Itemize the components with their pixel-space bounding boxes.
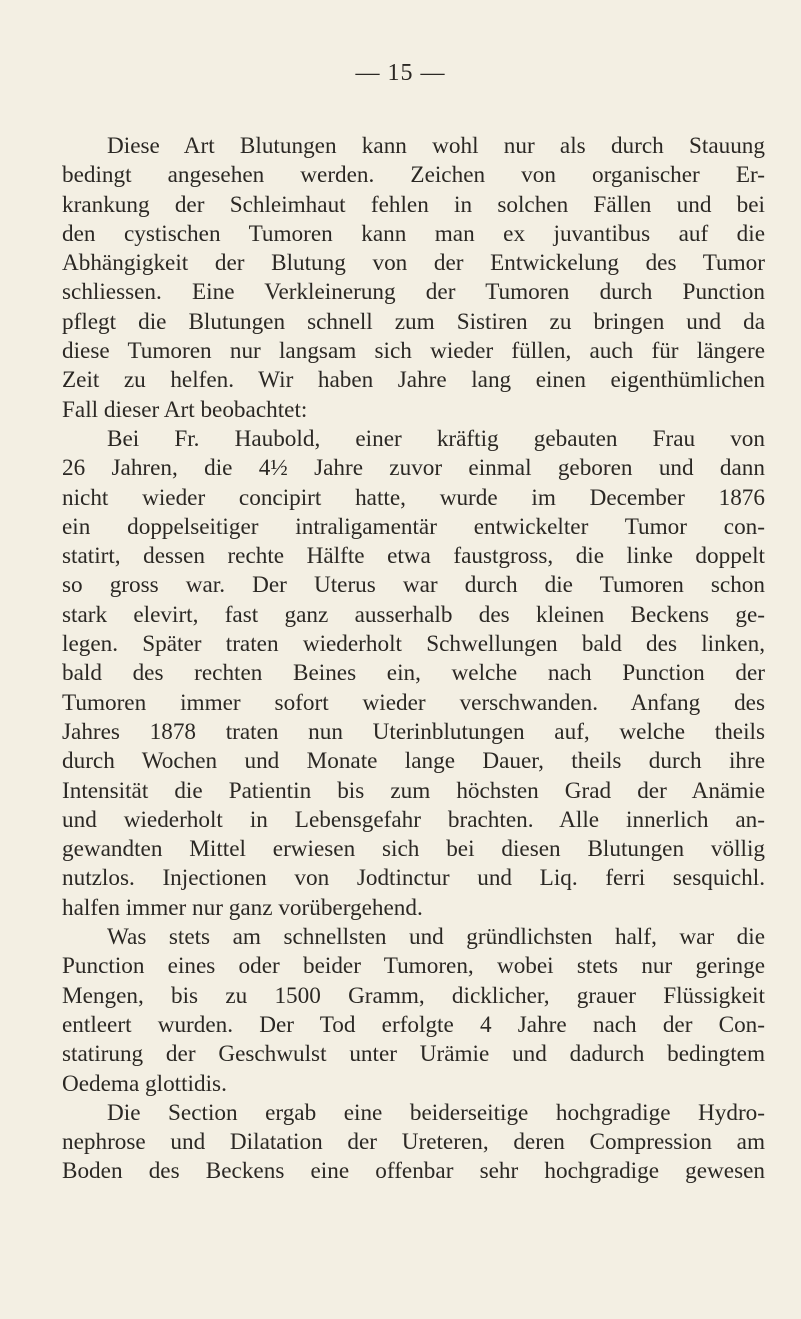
text-line: ein doppelseitiger intraligamentär entwickelter Tumor con- [62, 513, 765, 540]
text-line: Oedema glottidis. [62, 1070, 227, 1097]
text-line: bedingt angesehen werden. Zeichen von organischer Er- [62, 162, 765, 189]
body-text [62, 132, 765, 1187]
page-number: — 15 — [355, 60, 446, 86]
text-line: so gross war. Der Uterus war durch die Tumoren schon [62, 572, 765, 599]
text-line: Was stets am schnellsten und gründlichsten half, war die [107, 924, 765, 951]
text-line: Fall dieser Art beobachtet: [62, 396, 308, 423]
text-line: statirung der Geschwulst unter Urämie und dadurch bedingtem [62, 1041, 765, 1068]
text-line: durch Wochen und Monate lange Dauer, theils durch ihre [62, 748, 765, 775]
text-line: Diese Art Blutungen kann wohl nur als durch Stauung [107, 133, 765, 159]
text-line: nephrose und Dilatation der Ureteren, deren Compression am [62, 1129, 765, 1156]
text-line: schliessen. Eine Verkleinerung der Tumoren durch Punction [62, 279, 765, 306]
text-line: Jahres 1878 traten nun Uterinblutungen auf, welche theils [62, 718, 765, 745]
text-line: stark elevirt, fast ganz ausserhalb des kleinen Beckens ge- [62, 601, 765, 628]
text-line: bald des rechten Beines ein, welche nach Punction der [62, 660, 765, 687]
text-line: statirt, dessen rechte Hälfte etwa faustgross, die linke doppelt [62, 543, 765, 570]
text-line: Die Section ergab eine beiderseitige hochgradige Hydro- [107, 1099, 765, 1126]
text-line: halfen immer nur ganz vorübergehend. [62, 894, 423, 921]
text-line: nicht wieder concipirt hatte, wurde im December 1876 [62, 484, 765, 511]
text-line: und wiederholt in Lebensgefahr brachten. Alle innerlich an- [62, 806, 765, 833]
text-line: Zeit zu helfen. Wir haben Jahre lang einen eigenthümlichen [62, 367, 765, 394]
text-line: Mengen, bis zu 1500 Gramm, dicklicher, grauer Flüssigkeit [62, 982, 765, 1009]
text-line: Boden des Beckens eine offenbar sehr hochgradige gewesen [62, 1158, 765, 1185]
text-line: entleert wurden. Der Tod erfolgte 4 Jahre nach der Con- [62, 1011, 765, 1038]
text-line: nutzlos. Injectionen von Jodtinctur und Liq. ferri sesquichl. [62, 865, 765, 892]
text-line: Bei Fr. Haubold, einer kräftig gebauten Frau von [107, 425, 765, 452]
text-line: pflegt die Blutungen schnell zum Sistiren zu bringen und da [62, 308, 765, 335]
text-line: Tumoren immer sofort wieder verschwanden. Anfang des [62, 689, 765, 716]
text-line: krankung der Schleimhaut fehlen in solchen Fällen und bei [62, 191, 765, 218]
text-line: Intensität die Patientin bis zum höchsten Grad der Anämie [62, 777, 765, 804]
text-line: 26 Jahren, die 4½ Jahre zuvor einmal geboren und dann [62, 455, 765, 482]
text-line: den cystischen Tumoren kann man ex juvantibus auf die [62, 220, 765, 247]
text-line: Abhängigkeit der Blutung von der Entwickelung des Tumor [62, 250, 765, 277]
text-line: Punction eines oder beider Tumoren, wobei stets nur geringe [62, 953, 765, 980]
text-line: gewandten Mittel erwiesen sich bei diesen Blutungen völlig [62, 836, 765, 863]
text-line: diese Tumoren nur langsam sich wieder füllen, auch für längere [62, 338, 765, 365]
text-line: legen. Später traten wiederholt Schwellungen bald des linken, [62, 631, 765, 658]
